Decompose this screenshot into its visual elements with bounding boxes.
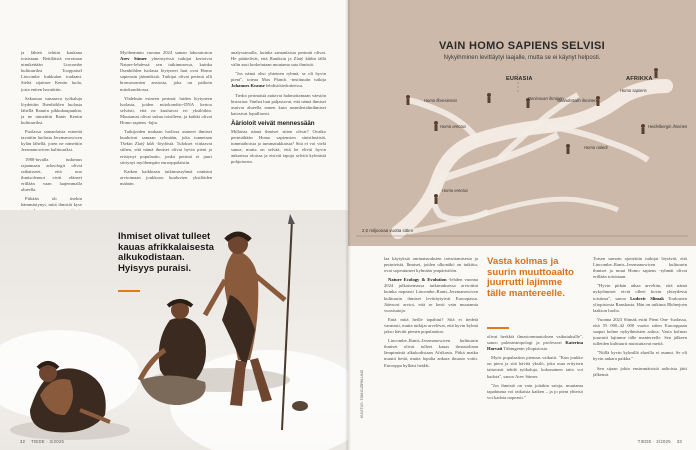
- paragraph: Vuonna 2023 Slimak esitti Pieni One -luolassa, että 55 000–42 000 vuotta sitten Eurooppaan saapui kolme nykyihmisten aaltoa. Vasta kolmas juurrutti lajimme tälle mantereelle. Sen jälkeen tulleiden kulttuurit muistuttavat meitä.: [593, 316, 687, 347]
- species-label: Homo floresiensis: [424, 98, 458, 103]
- page-number: 32: [20, 439, 26, 444]
- paragraph: Millaisia nämä ihmiset sitten olivat? Ovatko perimältään Homo sapiensien sinisilmäisiä, tummaihoisia ja tummatukkaisia? Sitä ei voi vielä sanoa, mutta on selvää, että he elivät hyvin ankarissa oloissa ja etsivät tapoja selvitä kylmästä pohjoisesta.: [231, 128, 326, 165]
- paragraph: Sakaasaa vanaaava työkaluja löydettiin Ilsenhöhlen luolasta lähellä Rannin pikkukaupunkia, ja ne nimettiin Ranis Kentin kulttuuriksi.: [21, 95, 82, 126]
- pull-quote: Vasta kolmas ja suurin muuttoaalto juurrutti lajimme tälle mantereelle.: [487, 256, 574, 299]
- pull-quote-accent-bar: [118, 290, 140, 292]
- paragraph: analysoimalla, kuinka samanlaisia perimät olivat. He päättelivät, että Raniksin ja Zlatý kůňin tällä välin asui korkeintaan muutama sata ihmistä.: [231, 50, 326, 68]
- paragraph: Entä mitä heille tapahtui? Sitä ei tiedetä varmasti, mutta tutkijat arvelevat, että hyvin kylmä jakso hävitti pienen populaation.: [384, 316, 478, 335]
- photo-credit: [357, 330, 365, 420]
- species-label: Neandertalin ihminen: [557, 98, 597, 103]
- species-label: Denisovan ihminen: [528, 96, 564, 101]
- right-column-1: [384, 256, 478, 426]
- paragraph: Myöhemmin vuonna 2024 saman laboratorion Arev Sümer yhteistyössä tutkijat kertoivat Nature-lehdessä sen tutkimusessa, kuinka Ilsenhöhlen luolasta löytyneet luut ovat Homo sapiensin jäännöksiä. Tutkijat olivat perimä olli bromosomien ansiosta, joka on paikoin mitokondriossa.: [120, 50, 212, 92]
- paragraph: Lincombe–Ranis–Jerzmanowicen kulttuurin ihmiset olivat tulleet kauas ilmastoltaan lämpimästä alkukodistaan Afrikasta. Pitkä matka muutti heitä, mutta lopulta ankara ilmasto voitti. Eurooppa hylkäsi heidät.: [384, 338, 478, 368]
- paragraph: Myös populaation pienuus vaikutti. "Kun joukko on pieni ja sitä hävitä yksilö, joka osaa erityisen taitavasti tehdä työkaluja, kokonainen taito voi kadota", sanoo Arev Sümer.: [487, 355, 583, 379]
- paragraph: "Niillä hyvin kylmillä alueilla ei asunut. Se oli hyvin ankara paikka.": [593, 350, 687, 362]
- pull-quote-accent-bar: [487, 327, 509, 329]
- paragraph: "Jos nämä olisi yhteinen ryhmä, se oli hyvin pieni", toteaa Max Planck -instituutin tutkija Johannes Krause lehdistötiedotteessa.: [231, 71, 326, 89]
- diagram-subtitle: Nykyihminen levittäytyi laajalle, mutta se ei käynyt helposti.: [443, 55, 601, 61]
- paragraph: Sen sijaan jokin ensimmäisistä aaltoista jätti jälkensä.: [593, 365, 687, 377]
- species-label: Homo erectus: [440, 124, 467, 129]
- paragraph: Puolassa samanlaisia esineitä tavattiin luolasta Jerzmanowicen kylän lähellä, joten ne nimettiin Jerzmanowicen kulttuuriksi.: [21, 129, 82, 153]
- right-page: [348, 0, 696, 450]
- paragraph: Tutkijoiden mukaan luolissa asuneet ihmiset kuuluivat samaan ryhmään, joka tunnetaan Tšekin Zlatý kůň -löydöstä. Tulokset viittaavat siihen, että nämä ihmiset olivat hyvin pieni ja eristynyt populaatio, jonka perimä ei juuri siirtynyt myöhempiin eurooppalaisiin.: [120, 129, 212, 165]
- svg-text:KUVITUS: TOM BJÖRKLUND: KUVITUS: TOM BJÖRKLUND: [360, 369, 364, 418]
- subheading: Äärioloit veivät mennessään: [231, 119, 315, 127]
- time-axis-label: 2,0 miljoonaa vuotta sitten: [362, 228, 414, 233]
- page-number: 33: [676, 439, 682, 444]
- diagram-title: VAIN HOMO SAPIENS SELVISI: [438, 40, 605, 52]
- page-footer-left: [20, 439, 64, 444]
- left-column-3: [231, 50, 326, 220]
- paragraph: Nature Ecology & Evolution -lehden vuonna 2024 julkaisemassa tutkimuksessa arvioitiin kuinka nopeasti Lincombe–Ranis–Jerzmanowicen kulttuurin ihmiset levittäytyivät Euroopassa. Jäävuori arvioi, että se kesti vain muutamia vuosisatoja.: [384, 277, 478, 313]
- left-column-2: [120, 50, 212, 220]
- species-label: Homo naledi: [584, 145, 608, 150]
- paragraph: olivat herkkiä ilmastonmuutoksen vaikutuksille", sanoo paleoantropologi ja professori Katerina Harvati Tübingenin yliopistosta.: [487, 334, 583, 352]
- spread-gutter: [345, 0, 351, 450]
- paragraph: "Jos ihmisiä on vain joitakin satoja, muutama tapahtuma voi ratkaista kaiken – ja jo pieni yhteisö voi kadota nopeasti.": [487, 382, 583, 400]
- magazine-name: TIEDE · 3/2025: [637, 439, 671, 444]
- migration-diagram: [348, 0, 696, 246]
- region-label-eurasia: EURASIA: [506, 76, 533, 82]
- paragraph: Tiedot perimästä auttavat hahmottamaan väestön historiaa: Vanhat luut paljastavat, että nämä ihmiset asuivat alueella ennen kuin neandertalinihmiset katosivat lopullisesti.: [231, 92, 326, 116]
- region-label-africa: AFRIKKA: [626, 76, 653, 82]
- species-label: Heidelbergin ihminen: [648, 124, 688, 129]
- paragraph: ja lähteä tehtiin kaukana toisistaan. Bettiläisiä verrataan nimikettään Lincombe kulttuuriksi Tooppaisel Lincombe kukkulan tradaani. Sieltä sijaitsee Kentin luola, josta eniten havaittiin.: [21, 50, 82, 92]
- magazine-name: TIEDE · 3/2025: [31, 439, 65, 444]
- page-footer-right: [638, 439, 682, 444]
- pull-quote: Ihmiset olivat tulleet kauas afrikkalaisesta alkukodistaan. Hyisyys puraisi.: [118, 231, 215, 274]
- paragraph: Yhdeksän esineen perimä: luiden löytyneen luolasta, joiden mitokondrio-DNA kertoo selvästi, että ne kuuluivat eri yksilöihin. Muutamat olivat sukua toisilleen, ja kaikki olivat Homo sapiens -lajia.: [120, 95, 212, 126]
- right-column-3: [593, 256, 687, 426]
- paragraph: Toisen samoin ajoitettiin tutkijat löytävät, että Lincombe–Ranis–Jerzmanowicen kulttuurin ihmiset ja muut Homo sapiens -ryhmät olivat erillään toisistaan.: [593, 256, 687, 280]
- species-label: Homo sapiens: [620, 88, 647, 93]
- paragraph: laa käytyksiä ominaisuuksien taivuttamisesta ja perinteistä. Ihmiset, joiden ulkonäkö on tutkittu, ovat sopeutuneet kylmään ympäristöön.: [384, 256, 478, 274]
- lineage-tree-graphic: [348, 0, 696, 246]
- species-label: Homo erectus: [442, 188, 469, 193]
- paragraph: "Hyvin pitkän aikaa arveltiin, että nämä nykyihmiset eivät olleet kovin yhteydessä toisiinsa", sanoo Ludovic Slimak Toulousen yliopistosta Ranskasta. Hän on tutkinut Rhônejoen laakson luolia.: [593, 283, 687, 313]
- paragraph: Kaiken kaikkiaan tutkimusryhmä onnistui arvioimaan joukkoon kuuluvien yksilöiden määrän.: [120, 168, 212, 186]
- paragraph: Pitkään oli itsekin hämmästynyt, mitä ihmisiä kyse: [21, 196, 82, 208]
- right-column-2: [487, 334, 583, 426]
- paragraph: 1980-luvulla tutkimus rajaamaan arkeologit olivat ratkaisseet, että nuo ihmisolennot eivät eläneet erillään vaan laajemmalla alueella.: [21, 156, 82, 192]
